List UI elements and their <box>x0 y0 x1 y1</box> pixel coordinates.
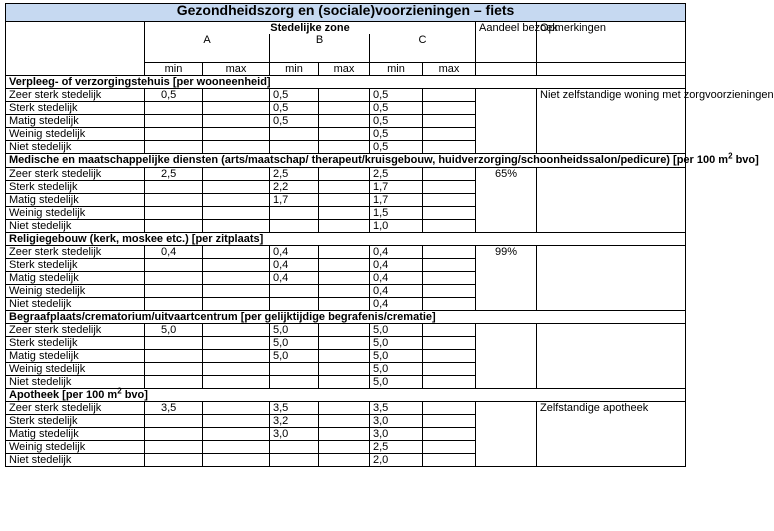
row-label: Niet stedelijk <box>6 453 145 466</box>
row-label: Sterk stedelijk <box>6 101 145 114</box>
opmerking-value <box>537 245 686 310</box>
zone-b-min-header: min <box>270 62 319 75</box>
zone-b-min-value: 3,2 <box>270 414 319 427</box>
parking-norms-table <box>5 2 774 467</box>
row-label: Zeer sterk stedelijk <box>6 323 145 336</box>
zone-c-max-value <box>423 180 476 193</box>
section-heading-unit: bvo] <box>121 388 148 401</box>
zone-a-max-value <box>203 88 270 101</box>
zone-c-max-value <box>423 88 476 101</box>
zone-c-max-value <box>423 101 476 114</box>
table-row <box>6 323 686 336</box>
row-label: Zeer sterk stedelijk <box>6 401 145 414</box>
zone-a-max-value <box>203 193 270 206</box>
row-label: Weinig stedelijk <box>6 440 145 453</box>
zone-c-min-value: 3,0 <box>370 427 423 440</box>
zone-a-min-value <box>145 180 203 193</box>
opmerking-value: Zelfstandige apotheek <box>537 401 686 466</box>
zone-c-min-value: 2,0 <box>370 453 423 466</box>
aandeel-subheader <box>476 62 537 75</box>
row-label: Sterk stedelijk <box>6 336 145 349</box>
row-label: Matig stedelijk <box>6 427 145 440</box>
zone-a-min-value <box>145 427 203 440</box>
zone-b-max-value <box>319 245 370 258</box>
section-heading <box>6 310 686 323</box>
zone-c-max-value <box>423 206 476 219</box>
zone-a-min-value <box>145 271 203 284</box>
aandeel-header: Aandeel bezoek <box>476 22 537 63</box>
section-heading-text: Verpleeg- of verzorgingstehuis [per wooneenheid] <box>9 75 271 88</box>
zone-c-min-value: 5,0 <box>370 336 423 349</box>
zone-b-header: B <box>270 34 370 62</box>
row-label: Zeer sterk stedelijk <box>6 245 145 258</box>
zone-c-header: C <box>370 34 476 62</box>
zone-a-min-value <box>145 101 203 114</box>
table-row <box>6 245 686 258</box>
zone-c-max-value <box>423 375 476 388</box>
zone-c-min-value: 5,0 <box>370 375 423 388</box>
zone-a-max-value <box>203 114 270 127</box>
zone-b-min-value <box>270 284 319 297</box>
zone-c-min-value: 1,7 <box>370 193 423 206</box>
zone-a-max-value <box>203 375 270 388</box>
zone-b-max-header: max <box>319 62 370 75</box>
zone-c-min-value: 0,4 <box>370 297 423 310</box>
zone-b-max-value <box>319 362 370 375</box>
opmerkingen-subheader <box>537 62 686 75</box>
zone-a-max-value <box>203 427 270 440</box>
zone-c-max-value <box>423 114 476 127</box>
zone-a-max-value <box>203 453 270 466</box>
zone-c-max-value <box>423 245 476 258</box>
zone-header: Stedelijke zone <box>145 22 476 35</box>
zone-b-min-value <box>270 440 319 453</box>
table-row <box>6 401 686 414</box>
zone-c-min-value: 0,5 <box>370 88 423 101</box>
zone-a-max-value <box>203 362 270 375</box>
zone-c-min-value: 1,7 <box>370 180 423 193</box>
zone-c-min-value: 1,0 <box>370 219 423 232</box>
zone-a-max-value <box>203 336 270 349</box>
zone-b-min-value <box>270 206 319 219</box>
zone-b-max-value <box>319 180 370 193</box>
zone-a-min-value: 5,0 <box>145 323 203 336</box>
zone-b-max-value <box>319 401 370 414</box>
table-row <box>6 88 686 101</box>
zone-c-max-value <box>423 401 476 414</box>
zone-c-min-value: 0,5 <box>370 140 423 153</box>
zone-c-max-value <box>423 127 476 140</box>
zone-b-min-value: 2,5 <box>270 167 319 180</box>
zone-c-max-value <box>423 193 476 206</box>
opmerking-value: Niet zelfstandige woning met zorgvoorzieningen <box>537 88 686 153</box>
zone-b-min-value: 1,7 <box>270 193 319 206</box>
opmerking-value <box>537 323 686 388</box>
zone-b-min-value <box>270 453 319 466</box>
zone-c-min-value: 0,5 <box>370 127 423 140</box>
zone-a-max-value <box>203 440 270 453</box>
zone-c-max-value <box>423 297 476 310</box>
row-label: Matig stedelijk <box>6 193 145 206</box>
zone-b-min-value: 3,5 <box>270 401 319 414</box>
zone-b-min-value: 0,5 <box>270 114 319 127</box>
zone-a-min-value <box>145 206 203 219</box>
zone-a-min-value: 3,5 <box>145 401 203 414</box>
zone-a-max-value <box>203 206 270 219</box>
row-label: Niet stedelijk <box>6 140 145 153</box>
zone-a-max-value <box>203 349 270 362</box>
row-label: Niet stedelijk <box>6 219 145 232</box>
zone-b-min-value: 0,5 <box>270 88 319 101</box>
zone-a-min-value: 0,5 <box>145 88 203 101</box>
zone-a-min-value <box>145 127 203 140</box>
section-heading-text: Begraafplaats/crematorium/uitvaartcentrum [per gelijktijdige begrafenis/crematie] <box>9 310 436 323</box>
zone-b-max-value <box>319 297 370 310</box>
zone-c-min-value: 5,0 <box>370 362 423 375</box>
row-label: Niet stedelijk <box>6 375 145 388</box>
zone-c-min-value: 2,5 <box>370 440 423 453</box>
zone-a-max-value <box>203 284 270 297</box>
section-heading-text: Apotheek [per 100 m <box>9 388 118 401</box>
zone-a-min-value <box>145 336 203 349</box>
zone-b-max-value <box>319 336 370 349</box>
zone-b-min-value <box>270 219 319 232</box>
zone-b-max-value <box>319 206 370 219</box>
zone-b-min-value: 5,0 <box>270 323 319 336</box>
zone-b-max-value <box>319 219 370 232</box>
zone-a-max-value <box>203 140 270 153</box>
zone-b-max-value <box>319 284 370 297</box>
section-heading <box>6 232 686 245</box>
zone-c-min-value: 1,5 <box>370 206 423 219</box>
zone-c-max-value <box>423 336 476 349</box>
zone-c-max-value <box>423 258 476 271</box>
zone-a-min-header: min <box>145 62 203 75</box>
zone-b-min-value: 0,4 <box>270 258 319 271</box>
zone-c-min-value: 5,0 <box>370 323 423 336</box>
zone-a-min-value <box>145 440 203 453</box>
zone-b-max-value <box>319 114 370 127</box>
zone-b-min-value: 2,2 <box>270 180 319 193</box>
zone-b-max-value <box>319 127 370 140</box>
zone-a-header: A <box>145 34 270 62</box>
aandeel-value: 65% <box>476 167 537 232</box>
zone-b-min-value <box>270 140 319 153</box>
zone-c-min-value: 5,0 <box>370 349 423 362</box>
row-label: Weinig stedelijk <box>6 362 145 375</box>
zone-a-min-value <box>145 219 203 232</box>
section-heading-superscript: 2 <box>117 385 122 395</box>
opmerking-value <box>537 167 686 232</box>
zone-c-max-value <box>423 362 476 375</box>
zone-b-max-value <box>319 258 370 271</box>
table-title: Gezondheidszorg en (sociale)voorzieningen – fiets <box>6 4 686 22</box>
row-label: Niet stedelijk <box>6 297 145 310</box>
zone-b-max-value <box>319 414 370 427</box>
zone-b-max-value <box>319 323 370 336</box>
section-heading <box>6 385 686 401</box>
zone-b-min-value <box>270 375 319 388</box>
zone-b-min-value: 3,0 <box>270 427 319 440</box>
zone-a-min-value <box>145 453 203 466</box>
zone-c-max-value <box>423 219 476 232</box>
row-label: Zeer sterk stedelijk <box>6 88 145 101</box>
zone-c-min-value: 2,5 <box>370 167 423 180</box>
section-heading <box>6 150 759 167</box>
section-heading-text: Religiegebouw (kerk, moskee etc.) [per zitplaats] <box>9 232 264 245</box>
zone-c-min-value: 0,5 <box>370 101 423 114</box>
row-label: Sterk stedelijk <box>6 258 145 271</box>
zone-c-min-value: 0,4 <box>370 258 423 271</box>
zone-c-max-value <box>423 284 476 297</box>
zone-a-min-value <box>145 114 203 127</box>
section-heading-text: Medische en maatschappelijke diensten (arts/maatschap/ therapeut/kruisgebouw, huidverzorging/schoonheidssalon/pedicure) [per 100 m <box>9 153 729 166</box>
zone-a-min-value <box>145 258 203 271</box>
zone-a-max-value <box>203 219 270 232</box>
aandeel-value <box>476 401 537 466</box>
zone-b-max-value <box>319 167 370 180</box>
row-label: Weinig stedelijk <box>6 127 145 140</box>
row-label: Sterk stedelijk <box>6 180 145 193</box>
zone-a-max-value <box>203 167 270 180</box>
zone-a-min-value <box>145 284 203 297</box>
zone-b-min-value: 5,0 <box>270 336 319 349</box>
zone-c-max-value <box>423 427 476 440</box>
zone-c-min-value: 0,4 <box>370 284 423 297</box>
zone-b-max-value <box>319 453 370 466</box>
zone-b-max-value <box>319 193 370 206</box>
table-row <box>6 167 686 180</box>
zone-c-max-value <box>423 440 476 453</box>
row-label: Matig stedelijk <box>6 349 145 362</box>
zone-b-min-value <box>270 127 319 140</box>
zone-c-min-value: 3,0 <box>370 414 423 427</box>
row-label: Weinig stedelijk <box>6 284 145 297</box>
row-label: Matig stedelijk <box>6 114 145 127</box>
zone-c-min-value: 0,5 <box>370 114 423 127</box>
zone-b-max-value <box>319 271 370 284</box>
section-heading-superscript: 2 <box>728 150 733 160</box>
zone-c-max-value <box>423 349 476 362</box>
zone-c-max-value <box>423 271 476 284</box>
zone-b-max-value <box>319 88 370 101</box>
zone-b-max-value <box>319 440 370 453</box>
zone-a-max-value <box>203 127 270 140</box>
zone-a-min-value <box>145 375 203 388</box>
zone-a-min-value: 2,5 <box>145 167 203 180</box>
row-label: Zeer sterk stedelijk <box>6 167 145 180</box>
corner-cell <box>6 22 145 76</box>
zone-a-min-value <box>145 297 203 310</box>
zone-a-min-value: 0,4 <box>145 245 203 258</box>
zone-b-min-value: 0,4 <box>270 245 319 258</box>
opmerkingen-header: Opmerkingen <box>537 22 686 63</box>
zone-a-max-value <box>203 323 270 336</box>
zone-a-max-value <box>203 271 270 284</box>
zone-c-min-header: min <box>370 62 423 75</box>
aandeel-value: 99% <box>476 245 537 310</box>
zone-c-max-value <box>423 140 476 153</box>
section-heading <box>6 75 686 88</box>
zone-b-max-value <box>319 101 370 114</box>
aandeel-value <box>476 323 537 388</box>
zone-a-max-value <box>203 401 270 414</box>
zone-b-min-value <box>270 362 319 375</box>
zone-a-min-value <box>145 140 203 153</box>
zone-c-min-value: 0,4 <box>370 271 423 284</box>
zone-b-min-value <box>270 297 319 310</box>
zone-c-min-value: 0,4 <box>370 245 423 258</box>
zone-a-max-value <box>203 414 270 427</box>
zone-a-max-value <box>203 258 270 271</box>
zone-b-min-value: 0,4 <box>270 271 319 284</box>
zone-a-max-value <box>203 101 270 114</box>
zone-a-min-value <box>145 362 203 375</box>
zone-a-min-value <box>145 193 203 206</box>
aandeel-value <box>476 88 537 153</box>
zone-c-max-value <box>423 453 476 466</box>
zone-b-min-value: 5,0 <box>270 349 319 362</box>
zone-b-max-value <box>319 349 370 362</box>
zone-b-max-value <box>319 375 370 388</box>
row-label: Sterk stedelijk <box>6 414 145 427</box>
zone-a-max-value <box>203 180 270 193</box>
zone-a-max-header: max <box>203 62 270 75</box>
row-label: Matig stedelijk <box>6 271 145 284</box>
zone-c-min-value: 3,5 <box>370 401 423 414</box>
zone-a-max-value <box>203 245 270 258</box>
section-heading-unit: bvo] <box>732 153 759 166</box>
zone-a-max-value <box>203 297 270 310</box>
zone-a-min-value <box>145 349 203 362</box>
zone-a-min-value <box>145 414 203 427</box>
zone-b-min-value: 0,5 <box>270 101 319 114</box>
zone-b-max-value <box>319 427 370 440</box>
zone-c-max-value <box>423 414 476 427</box>
zone-b-max-value <box>319 140 370 153</box>
zone-c-max-value <box>423 323 476 336</box>
zone-c-max-header: max <box>423 62 476 75</box>
row-label: Weinig stedelijk <box>6 206 145 219</box>
zone-c-max-value <box>423 167 476 180</box>
